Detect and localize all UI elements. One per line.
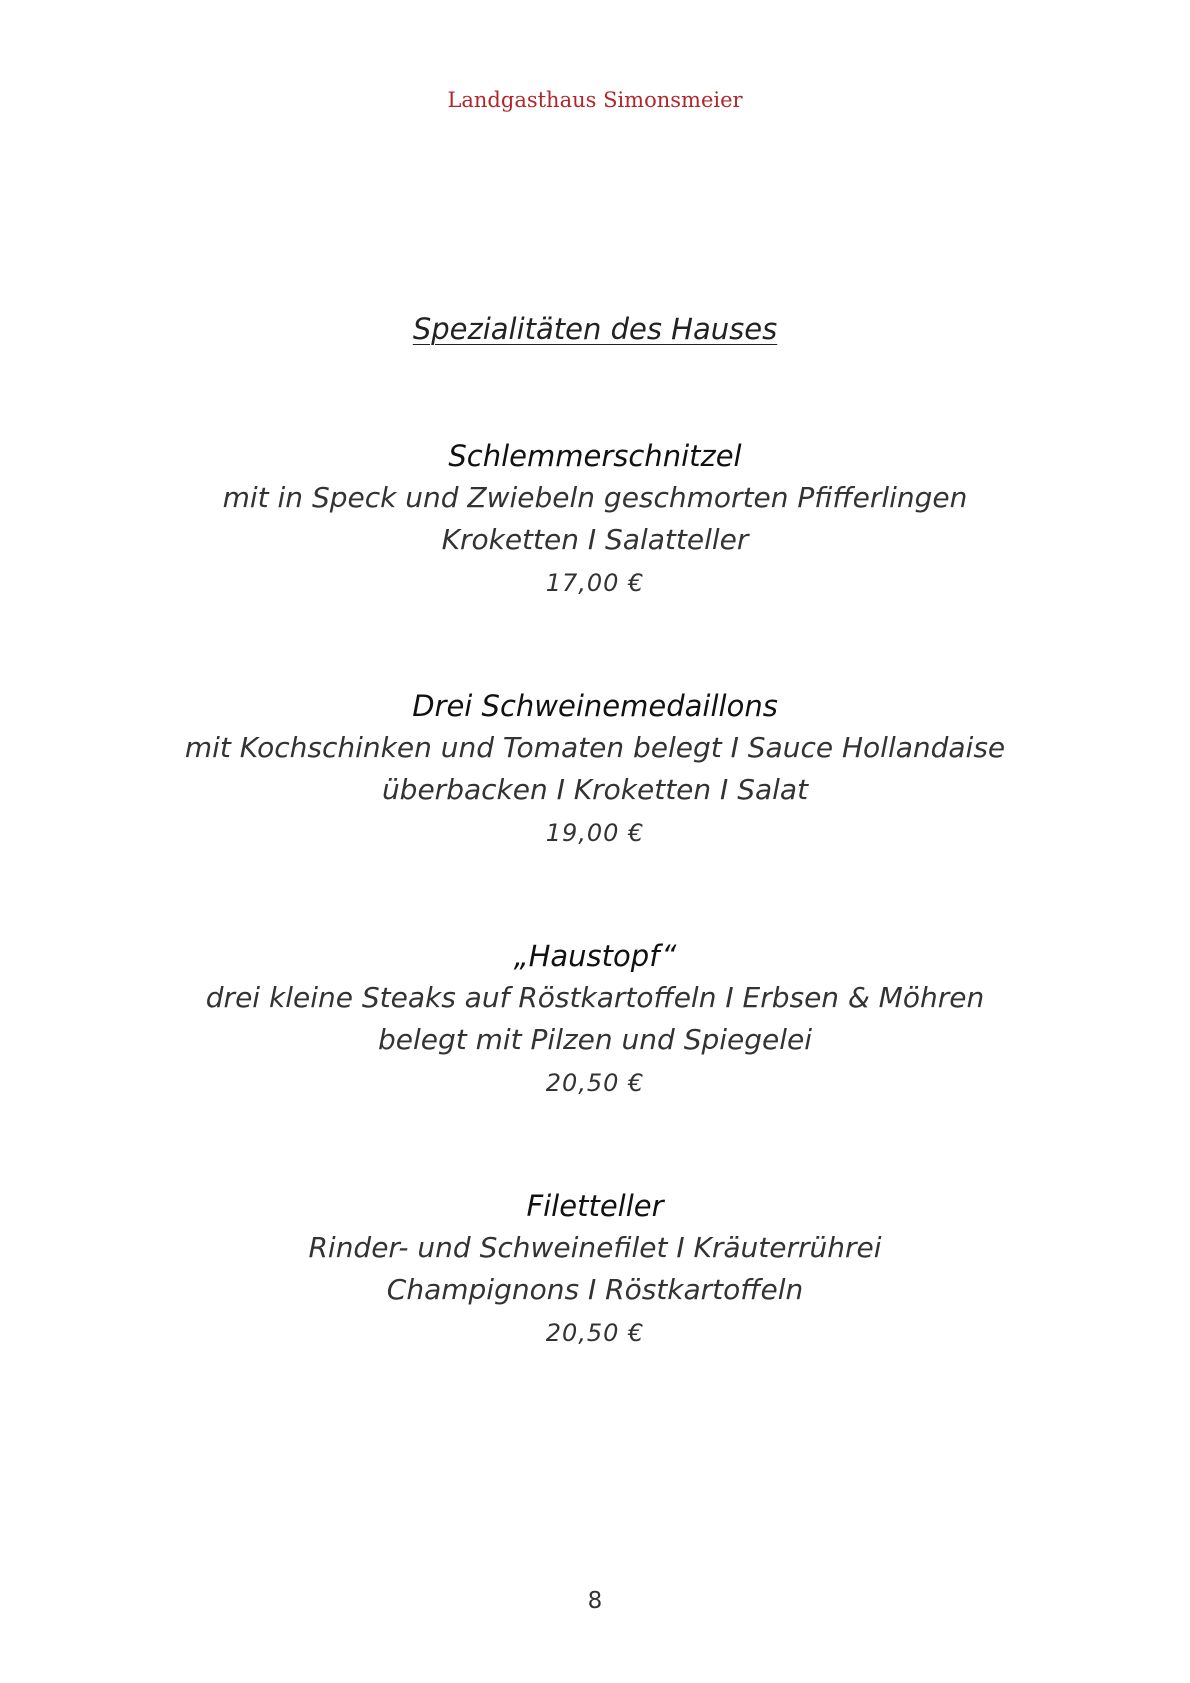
dish-description-line: Kroketten I Salatteller xyxy=(441,523,749,556)
dish-description-line: Rinder- und Schweinefilet I Kräuterrührei xyxy=(308,1231,882,1264)
page-number: 8 xyxy=(587,1588,603,1614)
dish-description-line: überbacken I Kroketten I Salat xyxy=(381,773,809,806)
dish-name: Filetteller xyxy=(526,1189,664,1223)
dish-name: Drei Schweinemedaillons xyxy=(412,689,778,723)
dish-name: Schlemmerschnitzel xyxy=(448,439,742,473)
dish-description-line: mit in Speck und Zwiebeln geschmorten Pfifferlingen xyxy=(222,481,968,514)
dish-description-line: Champignons I Röstkartoffeln xyxy=(386,1273,804,1306)
dish-item xyxy=(0,436,1190,605)
dish-price: 19,00 € xyxy=(545,819,645,847)
dish-item xyxy=(0,936,1190,1105)
dish-price: 20,50 € xyxy=(545,1319,645,1347)
dish-description-line: belegt mit Pilzen und Spiegelei xyxy=(377,1023,813,1056)
dish-price: 17,00 € xyxy=(545,569,645,597)
dish-description-line: mit Kochschinken und Tomaten belegt I Sauce Hollandaise xyxy=(184,731,1006,764)
dish-name: „Haustopf“ xyxy=(513,939,677,973)
restaurant-header: Landgasthaus Simonsmeier xyxy=(447,88,743,112)
dish-price: 20,50 € xyxy=(545,1069,645,1097)
dish-description-line: drei kleine Steaks auf Röstkartoffeln I Erbsen & Möhren xyxy=(205,981,985,1014)
dish-item xyxy=(0,1186,1190,1355)
section-title: Spezialitäten des Hauses xyxy=(412,312,778,346)
dish-item xyxy=(0,686,1190,855)
